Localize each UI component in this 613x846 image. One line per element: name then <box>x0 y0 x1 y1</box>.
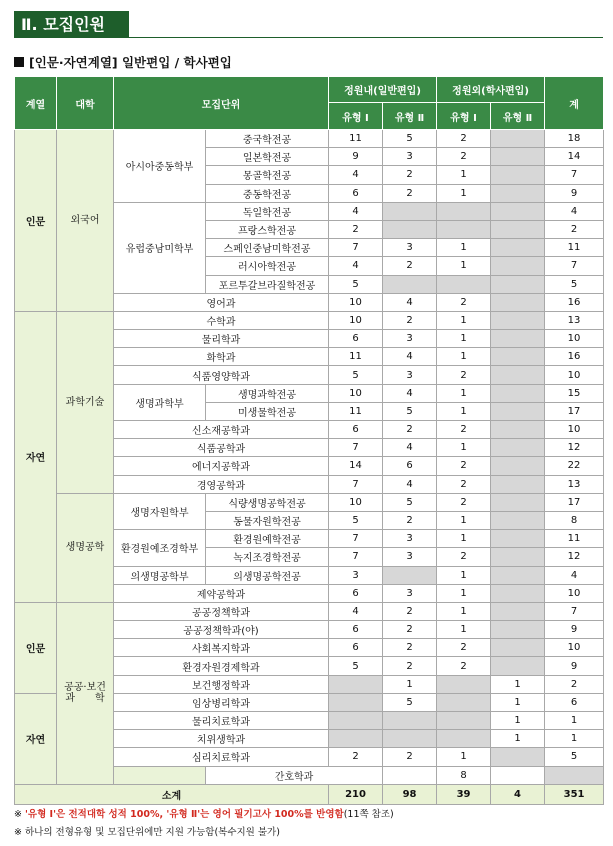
quota-cell <box>491 602 545 620</box>
quota-cell: 4 <box>383 475 437 493</box>
unit-cell: 제약공학과 <box>114 584 329 602</box>
quota-cell <box>437 693 491 711</box>
quota-cell: 2 <box>437 639 491 657</box>
quota-cell: 1 <box>437 348 491 366</box>
table-row <box>15 130 604 148</box>
header-college: 대학 <box>57 77 114 130</box>
quota-cell <box>383 220 437 238</box>
quota-cell: 4 <box>383 348 437 366</box>
row-total-cell: 2 <box>545 675 604 693</box>
header-total: 계 <box>545 77 604 130</box>
quota-cell: 2 <box>437 421 491 439</box>
quota-cell <box>491 275 545 293</box>
college-cell: 생명공학 <box>57 493 114 602</box>
quota-cell: 5 <box>383 130 437 148</box>
quota-cell <box>491 493 545 511</box>
quota-cell: 5 <box>383 493 437 511</box>
unit-cell: 보건행정학과 <box>114 675 329 693</box>
quota-cell: 4 <box>329 257 383 275</box>
quota-cell <box>491 148 545 166</box>
quota-cell: 2 <box>383 257 437 275</box>
quota-cell: 4 <box>383 384 437 402</box>
quota-cell <box>491 348 545 366</box>
quota-cell: 3 <box>383 239 437 257</box>
section-divider <box>129 37 603 38</box>
note-1-tail: (11쪽 참조) <box>343 809 394 820</box>
unit-cell: 심리치료학과 <box>114 748 329 766</box>
row-total-cell: 8 <box>545 511 604 529</box>
quota-cell: 8 <box>437 766 491 784</box>
quota-cell: 2 <box>329 220 383 238</box>
quota-cell: 11 <box>329 402 383 420</box>
college-cell: 과학기술 <box>57 311 114 493</box>
quota-cell <box>491 657 545 675</box>
quota-cell <box>491 530 545 548</box>
quota-cell: 6 <box>329 330 383 348</box>
quota-cell: 9 <box>329 148 383 166</box>
quota-cell: 2 <box>383 748 437 766</box>
unit-cell: 경영공학과 <box>114 475 329 493</box>
quota-cell: 5 <box>383 402 437 420</box>
quota-cell <box>491 566 545 584</box>
table-row <box>15 602 604 620</box>
quota-cell: 5 <box>383 693 437 711</box>
quota-cell <box>329 730 383 748</box>
field-cell: 인문 <box>15 130 57 312</box>
quota-cell: 2 <box>383 511 437 529</box>
row-total-cell: 16 <box>545 348 604 366</box>
quota-cell: 1 <box>437 239 491 257</box>
quota-cell: 4 <box>383 439 437 457</box>
unit-cell: 치위생학과 <box>114 730 329 748</box>
quota-cell <box>491 475 545 493</box>
major-cell: 미생물학전공 <box>206 402 329 420</box>
row-total-cell: 17 <box>545 402 604 420</box>
college-cell: 공공·보건 과 학 <box>57 602 114 784</box>
total-label: 소계 <box>15 784 329 804</box>
unit-cell: 수학과 <box>114 311 329 329</box>
quota-cell: 6 <box>329 184 383 202</box>
major-cell: 일본학전공 <box>206 148 329 166</box>
quota-cell: 1 <box>491 730 545 748</box>
row-total-cell: 22 <box>545 457 604 475</box>
subtitle-text: [인문·자연계열] 일반편입 / 학사편입 <box>29 55 232 70</box>
header-out-type2: 유형 Ⅱ <box>491 103 545 130</box>
row-total-cell: 1 <box>545 712 604 730</box>
field-cell: 인문 <box>15 602 57 693</box>
quota-cell <box>491 439 545 457</box>
quota-cell: 5 <box>329 366 383 384</box>
quota-cell: 1 <box>437 384 491 402</box>
note-1-mark: ※ <box>14 809 25 820</box>
table-subtitle <box>14 53 232 71</box>
quota-cell <box>491 293 545 311</box>
quota-cell: 7 <box>329 530 383 548</box>
quota-cell: 10 <box>329 493 383 511</box>
row-total-cell: 10 <box>545 584 604 602</box>
quota-cell <box>437 730 491 748</box>
quota-cell: 1 <box>437 330 491 348</box>
quota-cell: 2 <box>383 602 437 620</box>
unit-cell: 사회복지학과 <box>114 639 329 657</box>
major-cell: 중국학전공 <box>206 130 329 148</box>
quota-cell: 2 <box>383 639 437 657</box>
quota-cell: 4 <box>329 202 383 220</box>
header-out-quota: 정원외(학사편입) <box>437 77 545 103</box>
row-total-cell: 7 <box>545 257 604 275</box>
field-cell <box>114 766 206 784</box>
row-total-cell: 10 <box>545 421 604 439</box>
field-cell: 자연 <box>15 693 57 784</box>
row-total-cell: 6 <box>545 693 604 711</box>
quota-cell: 4 <box>329 602 383 620</box>
quota-cell: 5 <box>329 511 383 529</box>
quota-cell <box>491 184 545 202</box>
major-cell: 녹지조경학전공 <box>206 548 329 566</box>
major-cell: 의생명공학전공 <box>206 566 329 584</box>
note-2: ※ 하나의 전형유형 및 모집단위에만 지원 가능함(복수지원 불가) <box>14 827 280 838</box>
unit-cell: 화학과 <box>114 348 329 366</box>
unit-cell: 임상병리학과 <box>114 693 329 711</box>
quota-cell: 4 <box>383 293 437 311</box>
field-cell: 자연 <box>15 311 57 602</box>
unit-cell: 유럽중남미학부 <box>114 202 206 293</box>
quota-cell <box>383 730 437 748</box>
quota-cell: 4 <box>329 166 383 184</box>
quota-cell: 7 <box>329 548 383 566</box>
quota-cell: 1 <box>437 566 491 584</box>
quota-cell: 1 <box>437 621 491 639</box>
quota-cell: 2 <box>437 493 491 511</box>
major-cell: 몽골학전공 <box>206 166 329 184</box>
total-cell: 39 <box>437 784 491 804</box>
unit-cell: 영어과 <box>114 293 329 311</box>
quota-cell: 14 <box>329 457 383 475</box>
quota-cell <box>491 257 545 275</box>
unit-cell: 환경자원경제학과 <box>114 657 329 675</box>
quota-cell <box>545 766 604 784</box>
major-cell: 식량생명공학전공 <box>206 493 329 511</box>
quota-cell: 2 <box>383 621 437 639</box>
row-total-cell: 17 <box>545 493 604 511</box>
quota-cell: 7 <box>329 239 383 257</box>
major-cell: 러시아학전공 <box>206 257 329 275</box>
major-cell: 환경원예학전공 <box>206 530 329 548</box>
unit-cell: 식품공학과 <box>114 439 329 457</box>
quota-cell: 3 <box>383 548 437 566</box>
major-cell: 중동학전공 <box>206 184 329 202</box>
major-cell: 포르투갈브라질학전공 <box>206 275 329 293</box>
quota-cell: 2 <box>437 148 491 166</box>
unit-cell: 물리치료학과 <box>114 712 329 730</box>
quota-cell <box>491 311 545 329</box>
quota-cell: 1 <box>437 748 491 766</box>
row-total-cell: 7 <box>545 166 604 184</box>
quota-cell: 10 <box>329 384 383 402</box>
header-out-type1: 유형 Ⅰ <box>437 103 491 130</box>
row-total-cell: 5 <box>545 748 604 766</box>
section-title: Ⅱ. 모집인원 <box>14 11 129 38</box>
quota-cell <box>491 584 545 602</box>
notes <box>14 806 394 842</box>
quota-cell <box>383 766 437 784</box>
row-total-cell: 12 <box>545 439 604 457</box>
header-unit: 모집단위 <box>114 77 329 130</box>
quota-cell: 5 <box>329 275 383 293</box>
header-in-quota: 정원내(일반편입) <box>329 77 437 103</box>
quota-cell: 1 <box>437 184 491 202</box>
unit-cell: 생명과학부 <box>114 384 206 420</box>
quota-cell <box>491 220 545 238</box>
quota-cell <box>491 402 545 420</box>
quota-cell: 7 <box>329 475 383 493</box>
quota-cell <box>491 748 545 766</box>
note-1-emphasis: '유형 Ⅰ'은 전적대학 성적 100%, '유형 Ⅱ'는 영어 필기고사 100%를 반영함 <box>24 809 344 820</box>
quota-cell: 2 <box>383 421 437 439</box>
table-row <box>15 493 604 511</box>
header-field: 계열 <box>15 77 57 130</box>
quota-cell <box>383 202 437 220</box>
total-row <box>15 784 604 804</box>
total-cell: 210 <box>329 784 383 804</box>
row-total-cell: 9 <box>545 184 604 202</box>
quota-cell: 3 <box>383 330 437 348</box>
quota-cell: 10 <box>329 311 383 329</box>
quota-cell: 1 <box>437 511 491 529</box>
total-cell: 98 <box>383 784 437 804</box>
quota-cell: 2 <box>383 657 437 675</box>
header-in-type2: 유형 Ⅱ <box>383 103 437 130</box>
major-cell: 동물자원학전공 <box>206 511 329 529</box>
quota-cell: 2 <box>437 457 491 475</box>
quota-cell: 2 <box>383 184 437 202</box>
row-total-cell: 4 <box>545 566 604 584</box>
grand-total-cell: 351 <box>545 784 604 804</box>
quota-cell: 1 <box>437 602 491 620</box>
quota-cell <box>437 220 491 238</box>
quota-cell: 3 <box>383 366 437 384</box>
quota-cell <box>491 766 545 784</box>
row-total-cell: 10 <box>545 366 604 384</box>
row-total-cell: 13 <box>545 475 604 493</box>
row-total-cell: 18 <box>545 130 604 148</box>
row-total-cell: 9 <box>545 657 604 675</box>
quota-cell <box>491 457 545 475</box>
unit-cell: 환경원예조경학부 <box>114 530 206 566</box>
quota-cell: 5 <box>329 657 383 675</box>
major-cell: 독일학전공 <box>206 202 329 220</box>
quota-cell <box>491 202 545 220</box>
quota-cell: 1 <box>437 584 491 602</box>
row-total-cell: 2 <box>545 220 604 238</box>
row-total-cell: 13 <box>545 311 604 329</box>
unit-cell: 간호학과 <box>206 766 383 784</box>
quota-cell <box>329 693 383 711</box>
quota-cell <box>383 712 437 730</box>
unit-cell: 신소재공학과 <box>114 421 329 439</box>
quota-cell <box>437 712 491 730</box>
table-row <box>15 311 604 329</box>
quota-cell <box>491 239 545 257</box>
quota-cell <box>437 275 491 293</box>
quota-cell <box>491 166 545 184</box>
header-in-type1: 유형 Ⅰ <box>329 103 383 130</box>
quota-cell: 1 <box>491 712 545 730</box>
note-1 <box>14 806 394 824</box>
quota-cell: 3 <box>383 530 437 548</box>
row-total-cell: 16 <box>545 293 604 311</box>
quota-cell: 1 <box>383 675 437 693</box>
row-total-cell: 12 <box>545 548 604 566</box>
quota-cell <box>491 639 545 657</box>
quota-cell: 1 <box>437 311 491 329</box>
row-total-cell: 10 <box>545 639 604 657</box>
quota-cell: 6 <box>329 639 383 657</box>
quota-cell <box>437 202 491 220</box>
quota-cell <box>437 675 491 693</box>
quota-cell <box>329 675 383 693</box>
quota-cell: 2 <box>437 293 491 311</box>
square-bullet-icon <box>14 57 24 67</box>
row-total-cell: 11 <box>545 530 604 548</box>
unit-cell: 에너지공학과 <box>114 457 329 475</box>
quota-cell: 2 <box>329 748 383 766</box>
row-total-cell: 9 <box>545 621 604 639</box>
quota-cell: 6 <box>329 584 383 602</box>
row-total-cell: 1 <box>545 730 604 748</box>
quota-cell: 11 <box>329 348 383 366</box>
major-cell: 생명과학전공 <box>206 384 329 402</box>
row-total-cell: 14 <box>545 148 604 166</box>
quota-cell: 2 <box>383 311 437 329</box>
quota-cell: 2 <box>437 130 491 148</box>
quota-cell <box>491 621 545 639</box>
table-body <box>15 130 604 805</box>
unit-cell: 식품영양학과 <box>114 366 329 384</box>
quota-cell: 3 <box>383 584 437 602</box>
quota-cell: 2 <box>437 366 491 384</box>
unit-cell: 생명자원학부 <box>114 493 206 529</box>
quota-cell: 2 <box>437 475 491 493</box>
quota-cell: 3 <box>383 148 437 166</box>
total-cell: 4 <box>491 784 545 804</box>
quota-cell <box>491 384 545 402</box>
quota-cell: 1 <box>437 257 491 275</box>
quota-cell: 2 <box>383 166 437 184</box>
quota-cell: 6 <box>329 621 383 639</box>
row-total-cell: 10 <box>545 330 604 348</box>
quota-cell <box>491 366 545 384</box>
quota-cell: 3 <box>329 566 383 584</box>
quota-cell: 2 <box>437 548 491 566</box>
quota-cell: 1 <box>491 693 545 711</box>
quota-cell: 6 <box>329 421 383 439</box>
quota-cell: 11 <box>329 130 383 148</box>
unit-cell: 공공정책학과 <box>114 602 329 620</box>
quota-cell <box>491 548 545 566</box>
quota-cell: 2 <box>437 657 491 675</box>
unit-cell: 공공정책학과(야) <box>114 621 329 639</box>
unit-cell: 아시아중동학부 <box>114 130 206 203</box>
quota-cell: 1 <box>437 439 491 457</box>
row-total-cell: 5 <box>545 275 604 293</box>
quota-cell: 7 <box>329 439 383 457</box>
unit-cell: 의생명공학부 <box>114 566 206 584</box>
quota-cell <box>491 330 545 348</box>
quota-cell: 1 <box>491 675 545 693</box>
admission-quota-table <box>14 76 604 805</box>
quota-cell: 10 <box>329 293 383 311</box>
quota-cell: 6 <box>383 457 437 475</box>
major-cell: 프랑스학전공 <box>206 220 329 238</box>
row-total-cell: 15 <box>545 384 604 402</box>
quota-cell: 1 <box>437 166 491 184</box>
quota-cell <box>491 511 545 529</box>
row-total-cell: 7 <box>545 602 604 620</box>
quota-cell <box>491 130 545 148</box>
major-cell: 스페인중남미학전공 <box>206 239 329 257</box>
college-cell: 외국어 <box>57 130 114 312</box>
quota-cell <box>491 421 545 439</box>
unit-cell: 물리학과 <box>114 330 329 348</box>
quota-cell <box>383 275 437 293</box>
quota-cell: 1 <box>437 402 491 420</box>
quota-cell <box>329 712 383 730</box>
row-total-cell: 4 <box>545 202 604 220</box>
row-total-cell: 11 <box>545 239 604 257</box>
quota-cell <box>383 566 437 584</box>
quota-cell: 1 <box>437 530 491 548</box>
